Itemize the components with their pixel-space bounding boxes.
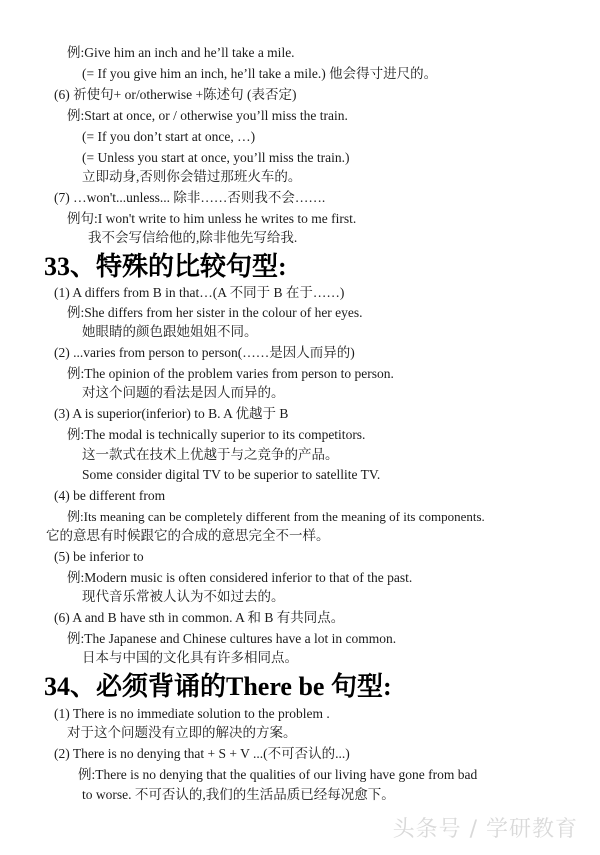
example-line: 例:She differs from her sister in the colour of her eyes. <box>67 305 363 320</box>
example-line: 例:There is no denying that the qualities of our living have gone from bad <box>78 767 478 782</box>
example-line: (= If you don’t start at once, …) <box>82 129 256 144</box>
example-translation: 对于这个问题没有立即的解决的方案。 <box>67 725 297 740</box>
example-line: 例:Give him an inch and he’ll take a mile. <box>67 45 295 60</box>
example-line: 例:Its meaning can be completely different from the meaning of its components. <box>67 509 485 524</box>
rule-item: (6) A and B have sth in common. A 和 B 有共同点。 <box>54 610 345 625</box>
example-line: (= Unless you start at once, you’ll miss the train.) <box>82 150 350 165</box>
example-translation: 我不会写信给他的,除非他先写给我. <box>88 230 298 245</box>
example-translation: (= If you give him an inch, he’ll take a mile.) 他会得寸进尺的。 <box>82 66 438 81</box>
example-translation: 它的意思有时候跟它的合成的意思完全不一样。 <box>46 528 330 543</box>
example-line: 例:Start at once, or / otherwise you’ll miss the train. <box>67 108 348 123</box>
section-heading-34: 34、必须背诵的There be 句型: <box>44 672 392 701</box>
rule-item: (7) …won't...unless... 除非……否则我不会……. <box>54 190 326 205</box>
rule-item: (4) be different from <box>54 488 166 503</box>
example-line: 例句:I won't write to him unless he writes to me first. <box>67 211 357 226</box>
rule-item: (6) 祈使句+ or/otherwise +陈述句 (表否定) <box>54 87 297 102</box>
example-translation: 日本与中国的文化具有许多相同点。 <box>82 650 298 665</box>
watermark-text: 头条号 / 学研教育 <box>392 817 578 842</box>
example-line: 例:Modern music is often considered inferior to that of the past. <box>67 570 413 585</box>
example-translation: 这一款式在技术上优越于与之竞争的产品。 <box>82 447 339 462</box>
rule-item: (2) There is no denying that + S + V ...(不可否认的...) <box>54 746 350 761</box>
rule-item: (2) ...varies from person to person(……是因人而异的) <box>54 345 355 360</box>
rule-item: (1) A differs from B in that…(A 不同于 B 在于……) <box>54 285 345 300</box>
example-translation: 对这个问题的看法是因人而异的。 <box>82 385 285 400</box>
example-line: 例:The opinion of the problem varies from person to person. <box>67 366 394 381</box>
example-translation: to worse. 不可否认的,我们的生活品质已经每况愈下。 <box>82 787 395 802</box>
section-heading-33: 33、特殊的比较句型: <box>44 252 287 281</box>
example-translation: 立即动身,否则你会错过那班火车的。 <box>82 169 302 184</box>
example-line: 例:The modal is technically superior to its competitors. <box>67 427 366 442</box>
example-line: 例:The Japanese and Chinese cultures have a lot in common. <box>67 631 397 646</box>
example-line: Some consider digital TV to be superior to satellite TV. <box>82 467 381 482</box>
example-translation: 现代音乐常被人认为不如过去的。 <box>82 589 285 604</box>
example-translation: 她眼睛的颜色跟她姐姐不同。 <box>82 324 258 339</box>
rule-item: (3) A is superior(inferior) to B. A 优越于 B <box>54 406 289 421</box>
rule-item: (1) There is no immediate solution to the problem . <box>54 706 330 721</box>
rule-item: (5) be inferior to <box>54 549 144 564</box>
